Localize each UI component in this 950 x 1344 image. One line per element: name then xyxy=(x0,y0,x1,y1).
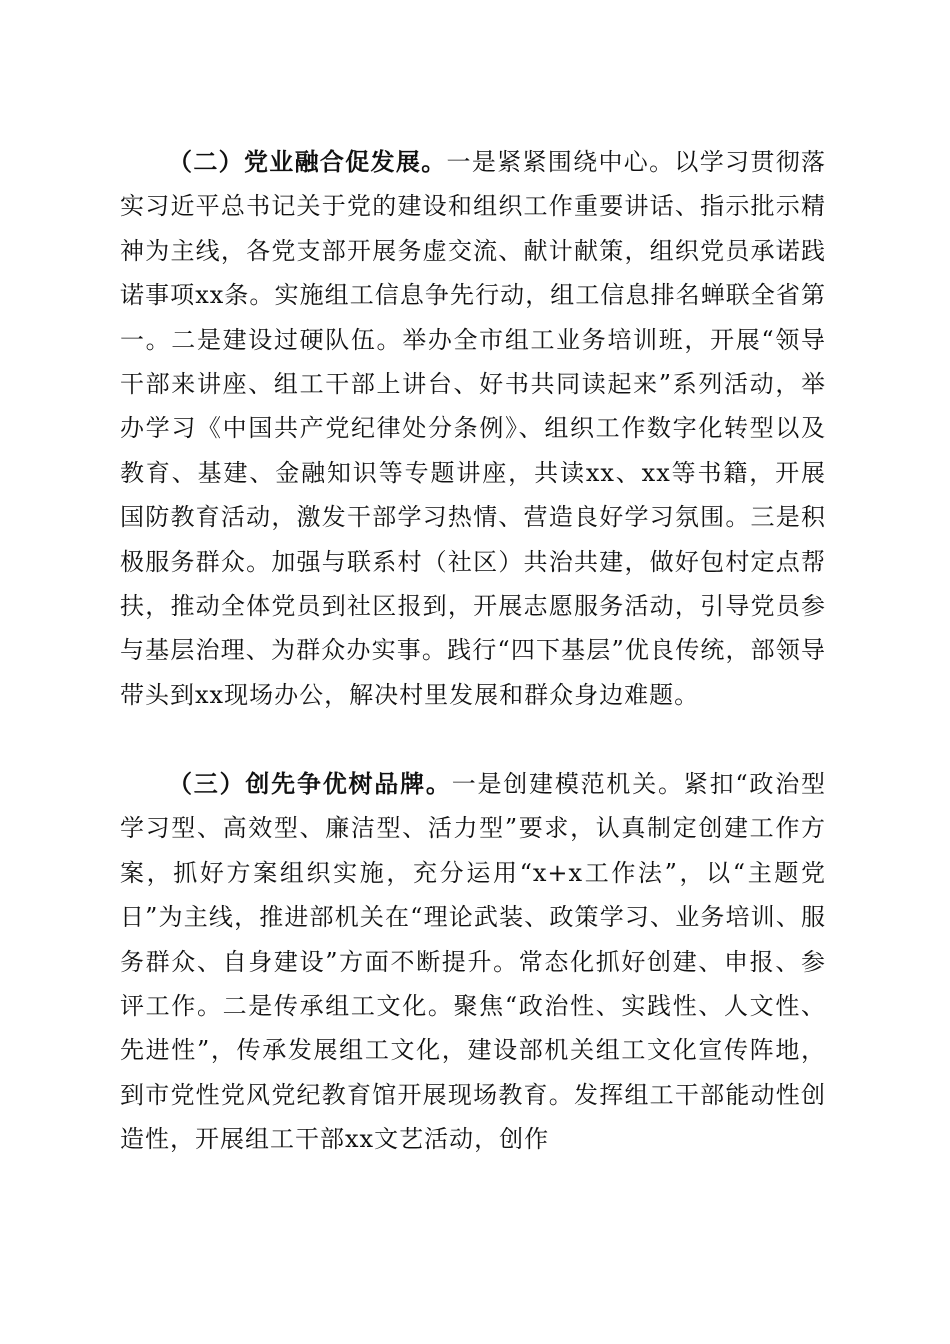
paragraph-party-business-integration xyxy=(120,140,826,717)
paragraph-text xyxy=(120,762,826,1162)
paragraph-heading: （三）创先争优树品牌。 xyxy=(168,770,452,798)
paragraph-body: 一是创建模范机关。紧扣“政治型学习型、高效型、廉洁型、活力型”要求，认真制定创建工作方案，抓好方案组织实施，充分运用“x+x工作法”，以“主题党日”为主线，推进部机关在“理论武装、政策学习、业务培训、服务群众、自身建设”方面不断提升。常态化抓好创建、申报、参评工作。二是传承组工文化。聚焦“政治性、实践性、人文性、先进性”，传承发展组工文化，建设部机关组工文化宣传阵地，到市党性党风党纪教育馆开展现场教育。发挥组工干部能动性创造性，开展组工干部xx文艺活动，创作 xyxy=(120,770,826,1154)
paragraph-body: 一是紧紧围绕中心。以学习贯彻落实习近平总书记关于党的建设和组织工作重要讲话、指示批示精神为主线，各党支部开展务虚交流、献计献策，组织党员承诺践诺事项xx条。实施组工信息争先行动，组工信息排名蝉联全省第一。二是建设过硬队伍。举办全市组工业务培训班，开展“领导干部来讲座、组工干部上讲台、好书共同读起来”系列活动，举办学习《中国共产党纪律处分条例》、组织工作数字化转型以及教育、基建、金融知识等专题讲座，共读xx、xx等书籍，开展国防教育活动，激发干部学习热情、营造良好学习氛围。三是积极服务群众。加强与联系村（社区）共治共建，做好包村定点帮扶，推动全体党员到社区报到，开展志愿服务活动，引导党员参与基层治理、为群众办实事。践行“四下基层”优良传统，部领导带头到xx现场办公，解决村里发展和群众身边难题。 xyxy=(120,148,827,709)
paragraph-excellence-brand xyxy=(120,762,826,1162)
paragraph-heading: （二）党业融合促发展。 xyxy=(168,148,447,176)
paragraph-text xyxy=(120,140,826,717)
